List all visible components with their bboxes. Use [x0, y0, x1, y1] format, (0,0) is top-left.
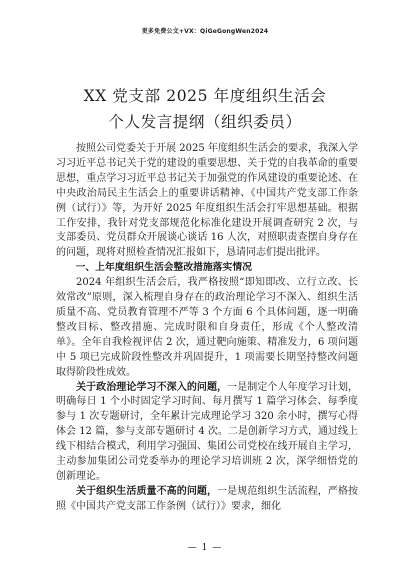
page-number: — 1 — [187, 543, 223, 553]
header-note: 更多免费公文+VX：QiGeGongWen2024 [141, 28, 269, 35]
org-life-paragraph [56, 485, 358, 515]
document-subtitle: 个人发言提纲（组织委员） [108, 113, 302, 131]
political-study-paragraph [56, 381, 358, 485]
intro-paragraph: 按照公司党委关于开展 2025 年度组织生活会的要求，我深入学习习近平总书记关于党的建设的重要思想、关于党的自我革命的重要思想，重点学习习近平总书记关于加强党的作风建设的重要论述、在中央政治局民主生活会上的重要讲话精神、《中国共产党支部工作条例（试行）》等，为开好 2025 年度组织生活会打牢思想基础。根据工作安排，我针对党支部规范化标准化建设开展调查研究 2 次，与支部委员、党员群众开展谈心谈话 16 人次，对照职责查摆自身存在的问题，现将对照检查情况汇报如下，恳请同志们提出批评。 [56, 143, 358, 259]
org-life-lead: 关于组织生活质量不高的问题， [76, 485, 218, 497]
political-study-text: 一是制定个人年度学习计划，明确每日 1 个小时固定学习时间、每月撰写 1 篇学习体会、每季度参与 1 次专题研讨，全年累计完成理论学习 320 余小时，撰写心得体会 12 篇，参与支部专题研讨 4 次。二是创新学习方式，通过线上线下相结合模式，利用学习强国、集团公司党校在线开展自主学习，主动参加集团公司党委举办的理论学习培训班 2 次，深学细悟党的创新理论。 [56, 381, 359, 482]
org-life-text: 一是规范组织生活流程，严格按照《中国共产党支部工作条例（试行）》要求，细化 [56, 485, 359, 512]
document-body [56, 142, 358, 515]
section1-paragraph: 2024 年组织生活会后，我严格按照“即知即改、立行立改、长效常改”原则，深入梳理自身存在的政治理论学习不深入、组织生活质量不高、党员教育管理不严等 3 个方面 6 个具体问题，逐一明确整改目标、整改措施、完成时限和自身责任，形成《个人整改清单》。全年自我检视评估 2 次，通过靶向施策、精准发力，6 项问题中 5 项已完成阶段性整改并巩固提升，1 项需要长期坚持整改问题取得阶段性成效。 [56, 277, 358, 378]
document-title: XX 党支部 2025 年度组织生活会 [83, 87, 327, 105]
political-study-lead: 关于政治理论学习不深入的问题， [76, 381, 228, 393]
section-heading: 一、上年度组织生活会整改措施落实情况 [75, 262, 252, 274]
